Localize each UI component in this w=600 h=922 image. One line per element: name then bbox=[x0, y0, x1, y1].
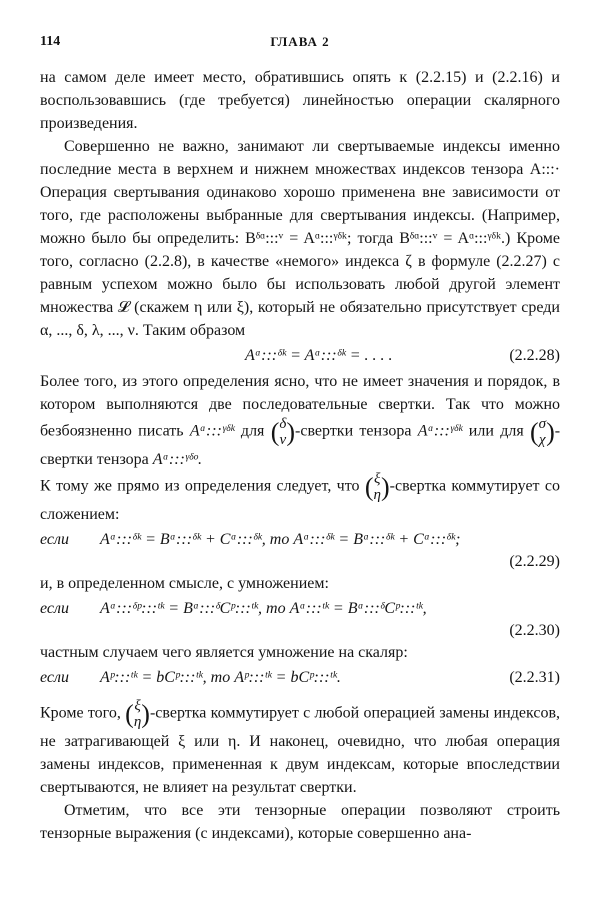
equation-number: (2.2.31) bbox=[509, 669, 560, 686]
inline-tensor: Aᵅ:::ᵞᵟᵒ bbox=[152, 451, 198, 468]
paragraph-text: Кроме того, bbox=[40, 704, 121, 722]
inline-tensor: Aᵅ:::ᵞᵟᵏ bbox=[417, 422, 463, 440]
index-pair: ξ η bbox=[373, 471, 381, 503]
paragraph-text: или для bbox=[468, 422, 524, 440]
index-pair: ξ η bbox=[133, 698, 142, 730]
paragraph: Кроме того, (ξ η)-свертка коммутирует с любой операцией замены индексов, не затрагивающей ξ или η. И наконец, очевидно, что любая операция замены индексов, примененная к двум индексам, которые впоследствии свертываются, не влияет на результат свертки. bbox=[40, 698, 561, 796]
equation-condition: если bbox=[40, 600, 69, 617]
equation-2-2-31 bbox=[40, 664, 560, 692]
paragraph-text: для bbox=[240, 422, 265, 440]
equation-number: (2.2.28) bbox=[509, 347, 560, 364]
paragraph: Более того, из этого определения ясно, что не имеет значения и порядок, в котором выполняются две последовательные свертки. Так что можно безбоязненно писать Aᵅ:::ᵞᵟᵏ для (δ ν)-свертки тензора Aᵅ:::ᵞᵟᵏ или для (σ χ)-свертки тензора Aᵅ:::ᵞᵟᵒ. bbox=[40, 373, 561, 468]
equation-2-2-30 bbox=[40, 595, 560, 641]
paragraph-text: -свертка коммутирует со сложением: bbox=[40, 477, 560, 523]
paragraph: на самом деле имеет место, обратившись опять к (2.2.15) и (2.2.16) и воспользовавшись (где требуется) линейностью операции скалярного произведения. bbox=[40, 69, 560, 132]
equation-body: Aᵅ:::ᵟᵏ = Aᵅ:::ᵟᵏ = . . . . bbox=[245, 347, 393, 364]
equation-condition: если bbox=[40, 531, 69, 548]
paragraph-text: Более того, из этого определения ясно, что не имеет значения и порядок, в котором выполняются две последовательные свертки. Так что можно безбоязненно писать bbox=[40, 373, 560, 440]
page-header bbox=[40, 34, 560, 52]
paragraph: К тому же прямо из определения следует, что (ξ η)-свертка коммутирует со сложением: bbox=[40, 471, 560, 523]
inline-tensor: Aᵅ:::ᵞᵟᵏ bbox=[189, 422, 235, 440]
paragraph: Отметим, что все эти тензорные операции позволяют строить тензорные выражения (с индексами), которые совершенно ана- bbox=[40, 802, 560, 842]
page-number: 114 bbox=[40, 34, 61, 49]
paragraph: и, в определенном смысле, с умножением: bbox=[40, 575, 329, 592]
equation-body: Aᵖ:::ᵗᵏ = bCᵖ:::ᵗᵏ, то Aᵖ:::ᵗᵏ = bCᵖ:::ᵗᵏ. bbox=[100, 669, 341, 686]
running-title: ГЛАВА 2 bbox=[270, 34, 330, 49]
equation-2-2-28 bbox=[40, 342, 560, 370]
paragraph: Совершенно не важно, занимают ли свертываемые индексы именно последние места в верхнем и нижнем множествах индексов тензора A:::· Операция свертывания одинаково хорошо применена вне зависимости от того, где расположены выбранные для свертывания индексы. (Например, можно было бы определить: Bᵟᵅ:::ᵛ = Aᵅ:::ᵞᵟᵏ; тогда Bᵟᵅ:::ᵛ = Aᵅ:::ᵞᵟᵏ.) Кроме того, согласно (2.2.8), в качестве «немого» индекса ζ в формуле (2.2.27) с равным успехом можно было бы использовать любой другой элемент множества 𝓛 (скажем η или ξ), который не обязательно присутствует среди α, ..., δ, λ, ..., ν. Таким образом bbox=[40, 138, 560, 339]
paragraph-text: -свертки тензора bbox=[40, 422, 561, 468]
paragraph-text: -свертка коммутирует с любой операцией замены индексов, не затрагивающей ξ или η. И наконец, очевидно, что любая операция замены индексов, примененная к двум индексам, которые впоследствии свертываются, не влияет на результат свертки. bbox=[40, 704, 561, 796]
paragraph-text: К тому же прямо из определения следует, что bbox=[40, 477, 360, 495]
equation-body: Aᵅ:::ᵟᵏ = Bᵅ:::ᵟᵏ + Cᵅ:::ᵟᵏ, то Aᵅ:::ᵟᵏ = Bᵅ:::ᵟᵏ + Cᵅ:::ᵟᵏ; bbox=[100, 531, 461, 548]
index-pair: σ χ bbox=[538, 416, 547, 448]
page-body bbox=[40, 66, 560, 845]
equation-number: (2.2.29) bbox=[509, 553, 560, 570]
index-pair: δ ν bbox=[279, 416, 287, 448]
equation-2-2-29 bbox=[40, 526, 560, 572]
equation-number: (2.2.30) bbox=[509, 622, 560, 639]
equation-body: Aᵅ:::ᵟᵖ:::ᵗᵏ = Bᵅ:::ᵟCᵖ:::ᵗᵏ, то Aᵅ:::ᵗᵏ = Bᵅ:::ᵟCᵖ:::ᵗᵏ, bbox=[100, 600, 427, 617]
paragraph-text: -свертки тензора bbox=[295, 422, 412, 440]
paragraph: частным случаем чего является умножение на скаляр: bbox=[40, 644, 408, 661]
equation-condition: если bbox=[40, 669, 69, 686]
